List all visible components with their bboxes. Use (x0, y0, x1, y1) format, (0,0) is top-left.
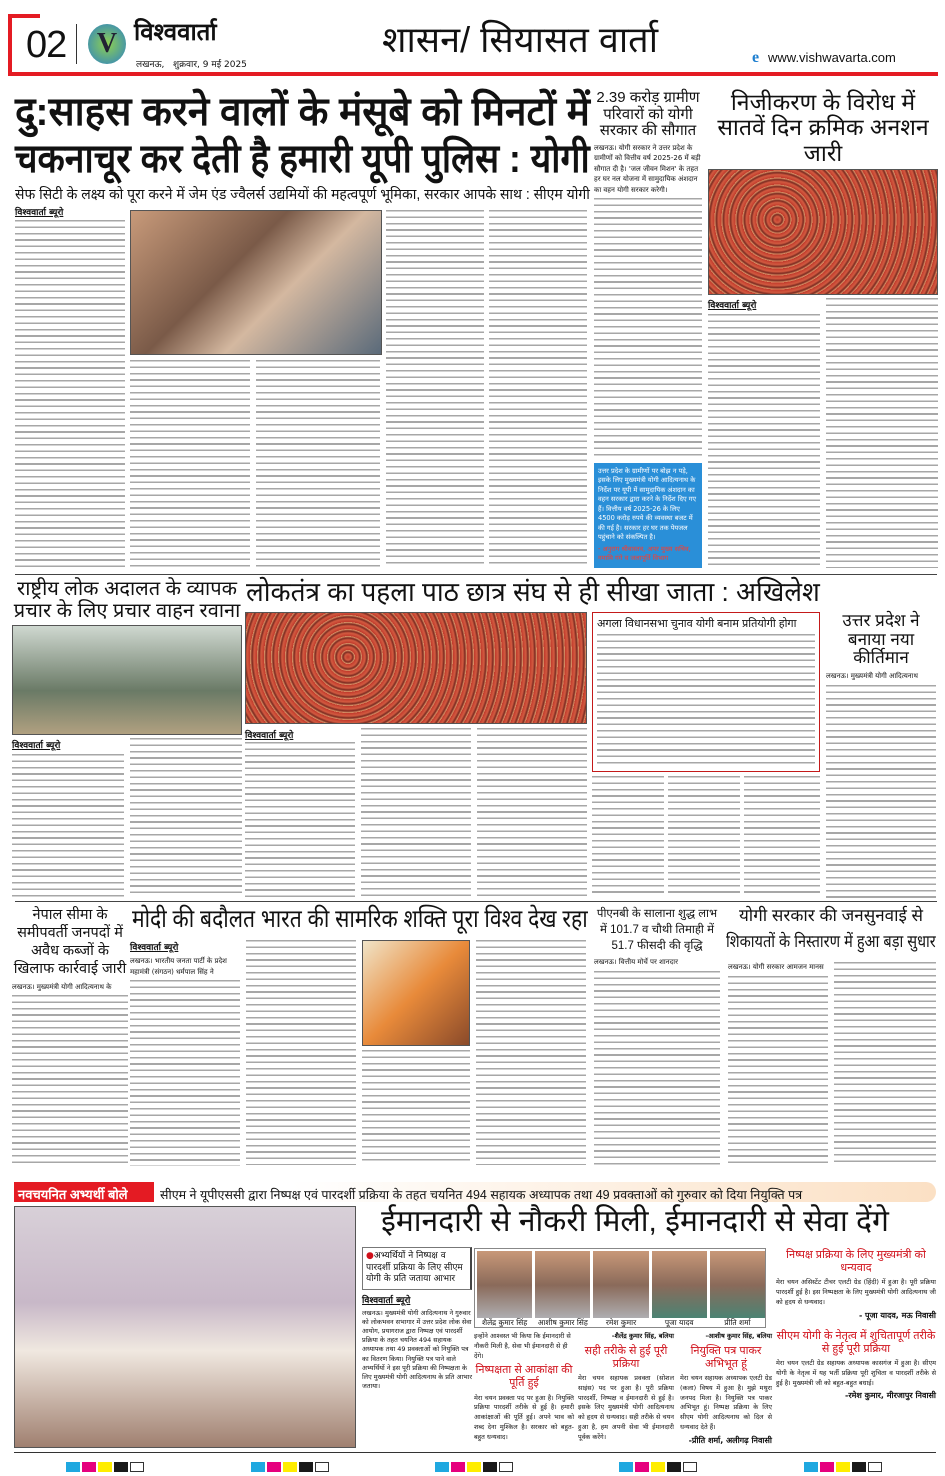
byline: विश्ववार्ता ब्यूरो (708, 300, 757, 311)
target-icon (130, 1462, 144, 1472)
water-article (594, 90, 702, 568)
quote-title: निष्पक्षता से आकांक्षा की पूर्ति हुई (475, 1364, 573, 1390)
article-text (597, 634, 815, 768)
color-bar (619, 1457, 699, 1476)
registration-marks (14, 1457, 936, 1476)
article-text (728, 976, 828, 1167)
article-text (668, 776, 740, 897)
record-headline: उत्तर प्रदेश ने बनाया नया कीर्तिमान (842, 611, 920, 668)
article-text (489, 210, 587, 568)
article-text (477, 728, 587, 897)
akhilesh-box-headline: अगला विधानसभा चुनाव योगी बनाम प्रतियोगी होगा (597, 618, 797, 630)
dateline-box (136, 52, 266, 71)
quote-title: सीएम योगी के नेतृत्व में शुचितापूर्ण तरीके से हुई पूरी प्रक्रिया (776, 1329, 936, 1355)
lok-adalat-col (12, 738, 124, 898)
rule (14, 1452, 936, 1453)
quote-text: उत्तर प्रदेश के ग्रामीणों पर बोझ न पड़े, इसके लिए मुख्यमंत्री योगी आदित्यनाथ के निर्देश पर यूपी में सामुदायिक अंशदान का वहन सरकार द्वारा करने के निर्देश दिए गए हैं। वित्तीय वर्ष 2025-26 के लिए 4500 करोड़ रुपये की व्यवस्था बजट में की गई है। सरकार हर घर तक पेयजल पहुंचाने को संकल्पित है। (598, 466, 697, 542)
byline: विश्ववार्ता ब्यूरो (130, 943, 179, 953)
grievance-headline-1: योगी सरकार की जनसुनवाई से (738, 906, 924, 925)
water-lead: लखनऊ। योगी सरकार ने उत्तर प्रदेश के ग्रामीणों को वित्तीय वर्ष 2025-26 में बड़ी सौगात दी है। 'जल जीवन मिशन' के तहत हर घर नल योजना में सामुदायिक अंशदान का वहन योगी सरकार करेगी। (594, 143, 701, 194)
quote-text: मेरा चयन सहायक अध्यापक एलटी ग्रेड (कला) विषय में हुआ है। मुझे मथुरा जनपद मिला है। नियुक्ति पत्र पाकर अभिभूत हूं। निष्पक्ष प्रक्रिया के लिए सीएम योगी आदित्यनाथ को दिल से धन्यवाद देते हैं। (680, 1374, 772, 1431)
article-text (744, 776, 820, 897)
lead-subhead-box (15, 184, 590, 204)
akhilesh-headline: लोकतंत्र का पहला पाठ छात्र संघ से ही सीखा जाता : अखिलेश (246, 577, 820, 607)
article-text (386, 210, 484, 568)
quote-title: नियुक्ति पत्र पाकर अभिभूत हूं (690, 1344, 762, 1370)
appointment-col (362, 1247, 472, 1451)
quote-author: -रमेश कुमार, मीरजापुर निवासी (845, 1391, 936, 1401)
protest-photo (708, 169, 938, 295)
grievance-headline-2: शिकायतों के निस्तारण में हुआ बड़ा सुधार (726, 932, 936, 951)
color-swatch (299, 1462, 313, 1472)
photo-caption: पूजा यादव (652, 1318, 707, 1327)
quote-author: - पूजा यादव, मऊ निवासी (858, 1310, 936, 1320)
color-swatch (651, 1462, 665, 1472)
color-swatch (852, 1462, 866, 1472)
article-text (130, 738, 242, 898)
modi-headline: मोदी की बदौलत भारत की सामरिक शक्ति पूरा विश्व देख रहा (132, 905, 588, 933)
modi-photo (362, 940, 470, 1046)
color-swatch (435, 1462, 449, 1472)
akhilesh-box (592, 612, 820, 772)
quote-box (594, 463, 702, 568)
byline: विश्ववार्ता ब्यूरो (12, 741, 61, 751)
lead-headline-1-box (15, 90, 590, 134)
quote-title: सही तरीके से हुई पूरी प्रक्रिया (584, 1344, 668, 1370)
target-icon (499, 1462, 513, 1472)
quote-author: -प्रीति शर्मा, अलीगढ़ निवासी (688, 1435, 772, 1445)
article-text (826, 685, 936, 898)
quote-lead: -शैलेंद्र कुमार सिंह, बलिया (611, 1332, 674, 1340)
article-text (476, 940, 586, 1165)
color-swatch (820, 1462, 834, 1472)
paper-name-box (134, 20, 244, 46)
quote-author: - अनुराग श्रीवास्तव, अपर मुख्य सचिव, नमामि गंगे व जलापूर्ति विभाग (598, 544, 691, 563)
rule (15, 574, 937, 575)
color-swatch (804, 1462, 818, 1472)
quote-text: मेरा चयन सहायक प्रवक्ता (सोशल साइंस) पद पर हुआ है। पूरी प्रक्रिया पारदर्शी, निष्पक्ष व ईमानदारी से हुई है। इसके लिए मुख्यमंत्री योगी आदित्यनाथ को हृदय से धन्यवाद। सही तरीके से चयन हुआ है, हम अपनी सेवा भी ईमानदारी पूर्वक करेंगे। (578, 1374, 674, 1441)
protest-article (708, 90, 938, 568)
article-text (130, 360, 250, 568)
grievance-headline-2-box (726, 932, 936, 952)
color-bar (251, 1457, 331, 1476)
akhilesh-photo (245, 612, 587, 724)
dateline: लखनऊ, शुक्रवार, 9 मई 2025 (136, 60, 247, 70)
water-headline: 2.39 करोड़ ग्रामीण परिवारों को योगी सरकार की सौगात (596, 89, 700, 139)
website-link[interactable]: www.vishwavarta.com (768, 50, 896, 65)
strap-text-box (160, 1184, 930, 1203)
color-swatch (251, 1462, 265, 1472)
color-swatch (467, 1462, 481, 1472)
modi-col (130, 940, 240, 1166)
quote-title: निष्पक्ष प्रक्रिया के लिए मुख्यमंत्री को धन्यवाद (786, 1249, 926, 1275)
ceremony-photo (14, 1206, 356, 1448)
strap-tag-box (14, 1182, 154, 1202)
lead-subhead: सेफ सिटी के लक्ष्य को पूरा करने में जेम एंड ज्वैलर्स उद्यमियों की महत्वपूर्ण भूमिका, सरकार आपके साथ : सीएम योगी (15, 187, 590, 203)
pnb-article (594, 906, 720, 1166)
color-swatch (82, 1462, 96, 1472)
article-text (826, 298, 938, 568)
color-swatch (283, 1462, 297, 1472)
article-text (256, 360, 380, 568)
target-icon (315, 1462, 329, 1472)
quote-col (474, 1332, 574, 1442)
color-swatch (635, 1462, 649, 1472)
color-swatch (667, 1462, 681, 1472)
candidate-photo (477, 1251, 532, 1327)
color-swatch (267, 1462, 281, 1472)
divider (76, 24, 77, 64)
lead-headline-2-box (15, 137, 590, 181)
akhilesh-headline-box (246, 578, 820, 608)
byline: विश्ववार्ता ब्यूरो (245, 731, 294, 741)
photo-caption: रमेश कुमार (593, 1318, 648, 1327)
logo-icon: V (88, 24, 126, 64)
lok-adalat-body (12, 738, 242, 898)
article-text (12, 754, 124, 898)
photo-caption: शैलेंद्र कुमार सिंह (477, 1318, 532, 1327)
protest-body (708, 298, 938, 568)
grievance-col (728, 962, 828, 1166)
quote-text: मेरा चयन एलटी ग्रेड सहायक अध्यापक कासगंज में हुआ है। सीएम योगी के नेतृत्व में यह भर्ती प्रक्रिया पूरी शुचिता व पारदर्शी तरीके से हुई है। मुख्यमंत्री जी को बहुत-बहुत बधाई। (776, 1359, 936, 1387)
article-text (361, 728, 471, 897)
byline: विश्ववार्ता ब्यूरो (362, 1296, 411, 1307)
article-text (592, 776, 664, 897)
color-swatch (98, 1462, 112, 1472)
quote-col (680, 1332, 772, 1446)
article-text (594, 971, 720, 1166)
highlight-box (362, 1247, 472, 1290)
quote-text: मेरा चयन प्रवक्ता पद पर हुआ है। नियुक्ति प्रक्रिया पारदर्शी तरीके से हुई है। हमारी आकांक्षाओं की पूर्ति हुई। अपने भाव को शब्द देना मुश्किल है। सरकार को बहुत-बहुत धन्यवाद। (474, 1393, 574, 1441)
article-text (15, 220, 125, 568)
color-swatch (483, 1462, 497, 1472)
article-text (245, 742, 355, 897)
article-text (362, 1050, 470, 1165)
color-swatch (114, 1462, 128, 1472)
article-text (708, 314, 820, 568)
strap-tag: नवचयनित अभ्यर्थी बोले (18, 1187, 128, 1202)
quote-col (578, 1332, 674, 1442)
highlight-text: अभ्यर्थियों ने निष्पक्ष व पारदर्शी प्रक्रिया के लिए सीएम योगी के प्रति जताया आभार (366, 1251, 463, 1285)
paper-name: विश्ववार्ता (134, 19, 217, 46)
grievance-headline-1-box (726, 906, 936, 926)
rule (15, 901, 937, 902)
quote-col (776, 1246, 936, 1321)
nepal-article (12, 906, 128, 1166)
color-swatch (66, 1462, 80, 1472)
target-icon (683, 1462, 697, 1472)
nepal-headline: नेपाल सीमा के समीपवर्ती जनपदों में अवैध कब्जों के खिलाफ कार्रवाई जारी (13, 907, 127, 978)
appointment-headline: ईमानदारी से नौकरी मिली, ईमानदारी से सेवा देंगे (381, 1205, 889, 1238)
quote-col (776, 1327, 936, 1402)
color-bar (435, 1457, 515, 1476)
protest-col (708, 298, 820, 568)
record-article (826, 612, 936, 898)
article-text (12, 995, 128, 1166)
bullet-icon: ● (366, 1251, 374, 1261)
article-text (130, 980, 240, 1166)
grievance-lead: लखनऊ। योगी सरकार आमजन मानस (728, 963, 824, 971)
lok-adalat-headline: राष्ट्रीय लोक अदालत के व्यापक प्रचार के लिए प्रचार वाहन रवाना (13, 578, 241, 622)
candidate-photo (710, 1251, 765, 1327)
quote-lead: इन्होंने आश्वस्त भी किया कि ईमानदारी से नौकरी मिली है, सेवा भी ईमानदारी से ही देंगे। (474, 1332, 571, 1360)
appointment-headline-box (380, 1205, 890, 1238)
color-swatch (619, 1462, 633, 1472)
section-title: शासन/ सियासत वार्ता (381, 19, 659, 60)
header-rule (8, 72, 938, 76)
color-bar (66, 1457, 146, 1476)
pnb-headline: पीएनबी के सालाना शुद्ध लाभ में 101.7 व चौथी तिमाही में 51.7 फीसदी की वृद्धि (596, 908, 718, 953)
protest-headline: निजीकरण के विरोध में सातवें दिन क्रमिक अनशन जारी (717, 89, 929, 166)
photo-caption: आशीष कुमार सिंह (535, 1318, 590, 1327)
article-text (246, 940, 356, 1165)
color-swatch (836, 1462, 850, 1472)
browser-icon: e (752, 49, 760, 66)
lok-adalat-photo (12, 625, 242, 735)
candidate-photo (535, 1251, 590, 1327)
color-swatch (451, 1462, 465, 1472)
color-bar (804, 1457, 884, 1476)
pnb-lead: लखनऊ। वित्तीय मोर्चे पर शानदार (594, 958, 678, 967)
modi-lead: लखनऊ। भारतीय जनता पार्टी के प्रदेश महामंत्री (संगठन) धर्मपाल सिंह ने (130, 957, 227, 976)
photo-caption: प्रीति शर्मा (710, 1318, 765, 1327)
candidate-photo (593, 1251, 648, 1327)
modi-headline-box (132, 906, 588, 934)
byline: विश्ववार्ता ब्यूरो (15, 208, 64, 218)
strap-text: सीएम ने यूपीएससी द्वारा निष्पक्ष एवं पारदर्शी प्रक्रिया के तहत चयनित 494 सहायक अध्यापक तथा 49 प्रवक्ताओं को गुरुवार को दिया नियुक्ति पत्र (160, 1188, 803, 1202)
lead-photo (130, 210, 382, 355)
quote-text: मेरा चयन असिस्टेंट टीचर एलटी ग्रेड (हिंदी) में हुआ है। पूरी प्रक्रिया पारदर्शी हुई है। इस निष्पक्षता के लिए मुख्यमंत्री योगी आदित्यनाथ जी को हृदय से धन्यवाद। (776, 1278, 936, 1306)
lead-headline-1: दु:साहस करने वालों के मंसूबे को मिनटों में (15, 90, 590, 134)
article-text (594, 198, 702, 460)
candidate-photo-row (477, 1251, 765, 1327)
candidate-photo (652, 1251, 707, 1327)
page-number: 02 (26, 24, 67, 66)
lead-headline-2: चकनाचूर कर देती है हमारी यूपी पुलिस : योगी (15, 137, 590, 181)
section-title-box (340, 20, 700, 60)
article-text (834, 962, 936, 1165)
quote-lead: -आशीष कुमार सिंह, बलिया (705, 1332, 772, 1340)
lok-adalat-article (12, 578, 242, 898)
nepal-lead: लखनऊ। मुख्यमंत्री योगी आदित्यनाथ के (12, 982, 112, 991)
record-lead: लखनऊ। मुख्यमंत्री योगी आदित्यनाथ (826, 672, 918, 681)
appointment-lead: लखनऊ। मुख्यमंत्री योगी आदित्यनाथ ने गुरुवार को लोकभवन सभागार में उत्तर प्रदेश लोक सेवा आयोग, प्रयागराज द्वारा निष्पक्ष एवं पारदर्शी प्रक्रिया के तहत चयनित 494 सहायक अध्यापक तथा 49 प्रवक्ताओं को नियुक्ति पत्र का वितरण किया। नियुक्ति पत्र पाने वाले अभ्यर्थियों ने इस पूरी प्रक्रिया की निष्पक्षता के लिए मुख्यमंत्री योगी आदित्यनाथ के प्रति आभार जताया। (362, 1309, 473, 1390)
quote-stack (776, 1246, 936, 1401)
target-icon (868, 1462, 882, 1472)
